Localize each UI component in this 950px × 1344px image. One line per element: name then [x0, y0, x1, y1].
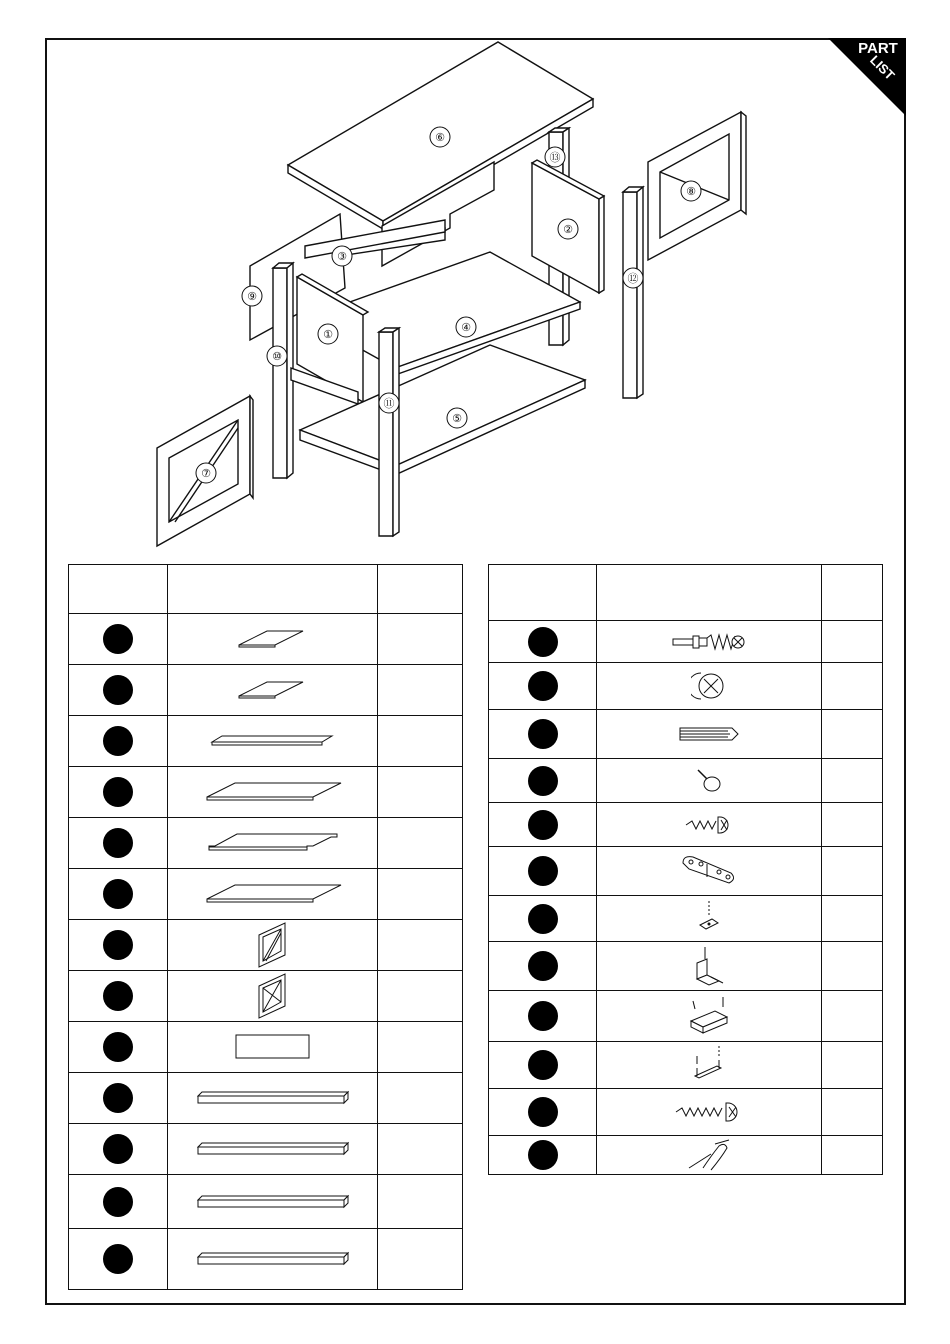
table-row — [69, 1175, 463, 1229]
cam-lock-icon — [691, 669, 727, 703]
part-number-marker — [528, 1097, 558, 1127]
qty-cell — [822, 621, 883, 663]
hardware-table — [488, 564, 883, 1175]
table-row — [69, 818, 463, 869]
part-number-marker — [103, 624, 133, 654]
part-number-marker — [103, 1134, 133, 1164]
part-number-marker — [103, 981, 133, 1011]
shelf-panel-illustration — [203, 779, 343, 805]
callout-3: ③ — [337, 250, 347, 263]
qty-cell — [822, 759, 883, 803]
qty-cell — [822, 803, 883, 847]
table-row — [69, 869, 463, 920]
qty-cell — [378, 1022, 463, 1073]
qty-cell — [822, 991, 883, 1042]
table-row — [69, 1124, 463, 1175]
table-row — [69, 971, 463, 1022]
leg-post-illustration — [197, 1194, 349, 1210]
part-number-marker — [528, 810, 558, 840]
qty-cell — [378, 920, 463, 971]
strike-plate-icon — [687, 1044, 731, 1086]
qty-cell — [822, 663, 883, 710]
header-cell-qty — [378, 565, 463, 614]
table-row — [489, 803, 883, 847]
qty-cell — [378, 665, 463, 716]
table-header-row — [69, 565, 463, 614]
part-number-marker — [528, 1001, 558, 1031]
cam-bolt-icon — [671, 631, 747, 653]
badge-list-text: LIST — [867, 52, 898, 83]
wood-dowel-icon — [676, 724, 742, 744]
part-list-badge — [820, 36, 910, 126]
qty-cell — [822, 1089, 883, 1136]
panels-table — [68, 564, 463, 1290]
table-row — [69, 1073, 463, 1124]
table-row — [489, 991, 883, 1042]
table-row — [489, 896, 883, 942]
callout-5: ⑤ — [452, 412, 462, 425]
callout-8: ⑧ — [686, 185, 696, 198]
qty-cell — [378, 1229, 463, 1290]
nail-icon — [694, 766, 724, 796]
leg-post-illustration — [197, 1251, 349, 1267]
part-number-marker — [528, 671, 558, 701]
callout-4: ④ — [461, 321, 471, 334]
qty-cell — [378, 716, 463, 767]
part-number-marker — [103, 1032, 133, 1062]
header-cell-number — [489, 565, 597, 621]
long-screw-icon — [674, 1099, 744, 1125]
part-number-marker — [103, 1083, 133, 1113]
part-number-marker — [528, 1050, 558, 1080]
table-row — [489, 1089, 883, 1136]
qty-cell — [822, 710, 883, 759]
qty-cell — [378, 869, 463, 920]
top-side-panel-small-illustration — [233, 627, 313, 651]
table-row — [69, 1229, 463, 1290]
header-cell-picture — [168, 565, 378, 614]
qty-cell — [378, 818, 463, 869]
top-panel-illustration — [203, 881, 343, 907]
qty-cell — [378, 1073, 463, 1124]
part-number-marker — [103, 930, 133, 960]
qty-cell — [822, 1042, 883, 1089]
callout-11: ⑪ — [383, 397, 395, 410]
part-number-marker — [528, 627, 558, 657]
part-number-marker — [528, 719, 558, 749]
part-number-marker — [528, 951, 558, 981]
part-number-marker — [103, 726, 133, 756]
part-number-marker — [103, 1244, 133, 1274]
part-number-marker — [103, 828, 133, 858]
door-frame-diamond-illustration — [255, 972, 291, 1020]
part-number-marker — [103, 777, 133, 807]
header-cell-number — [69, 565, 168, 614]
table-row — [489, 847, 883, 896]
callout-13: ⑬ — [549, 151, 561, 164]
anti-tip-strap-icon — [685, 1138, 733, 1172]
header-cell-picture — [597, 565, 822, 621]
table-row — [489, 1042, 883, 1089]
part-10-leg — [273, 263, 293, 478]
magnetic-catch-icon — [683, 995, 735, 1037]
part-number-marker — [528, 1140, 558, 1170]
callout-12: ⑫ — [627, 272, 639, 285]
part-number-marker — [103, 1187, 133, 1217]
back-panel-illustration — [235, 1034, 311, 1060]
qty-cell — [822, 942, 883, 991]
table-row — [489, 710, 883, 759]
part-12-leg — [623, 187, 643, 398]
qty-cell — [378, 614, 463, 665]
part-number-marker — [103, 675, 133, 705]
leg-post-illustration — [197, 1090, 349, 1106]
qty-cell — [378, 1124, 463, 1175]
table-row — [489, 1136, 883, 1175]
angle-bracket-icon — [689, 945, 729, 987]
header-cell-qty — [822, 565, 883, 621]
qty-cell — [822, 1136, 883, 1175]
badge-part-text: PART — [858, 40, 898, 57]
callout-2: ② — [563, 223, 573, 236]
part-number-marker — [103, 879, 133, 909]
qty-cell — [378, 767, 463, 818]
callout-9: ⑨ — [247, 290, 257, 303]
qty-cell — [378, 971, 463, 1022]
table-row — [69, 665, 463, 716]
table-row — [69, 920, 463, 971]
part-number-marker — [528, 904, 558, 934]
qty-cell — [378, 1175, 463, 1229]
bracket-with-screw-icon — [694, 899, 724, 939]
table-header-row — [489, 565, 883, 621]
callout-6: ⑥ — [435, 131, 445, 144]
table-row — [489, 621, 883, 663]
exploded-assembly-diagram — [150, 40, 750, 550]
table-row — [69, 767, 463, 818]
part-number-marker — [528, 766, 558, 796]
narrow-panel-illustration — [208, 732, 338, 750]
hinge-plate-icon — [679, 851, 739, 891]
table-row — [69, 1022, 463, 1073]
callout-1: ① — [323, 328, 333, 341]
door-frame-x-illustration — [255, 921, 291, 969]
side-panel-small-illustration — [233, 678, 313, 702]
table-row — [489, 942, 883, 991]
short-screw-icon — [684, 812, 734, 838]
part-number-marker — [528, 856, 558, 886]
table-row — [489, 663, 883, 710]
callout-10: ⑩ — [272, 350, 282, 363]
qty-cell — [822, 896, 883, 942]
leg-post-illustration — [197, 1141, 349, 1157]
table-row — [69, 716, 463, 767]
bottom-shelf-notched-illustration — [203, 830, 343, 856]
callout-7: ⑦ — [201, 467, 211, 480]
part-11-leg — [379, 328, 399, 536]
table-row — [69, 614, 463, 665]
table-row — [489, 759, 883, 803]
qty-cell — [822, 847, 883, 896]
